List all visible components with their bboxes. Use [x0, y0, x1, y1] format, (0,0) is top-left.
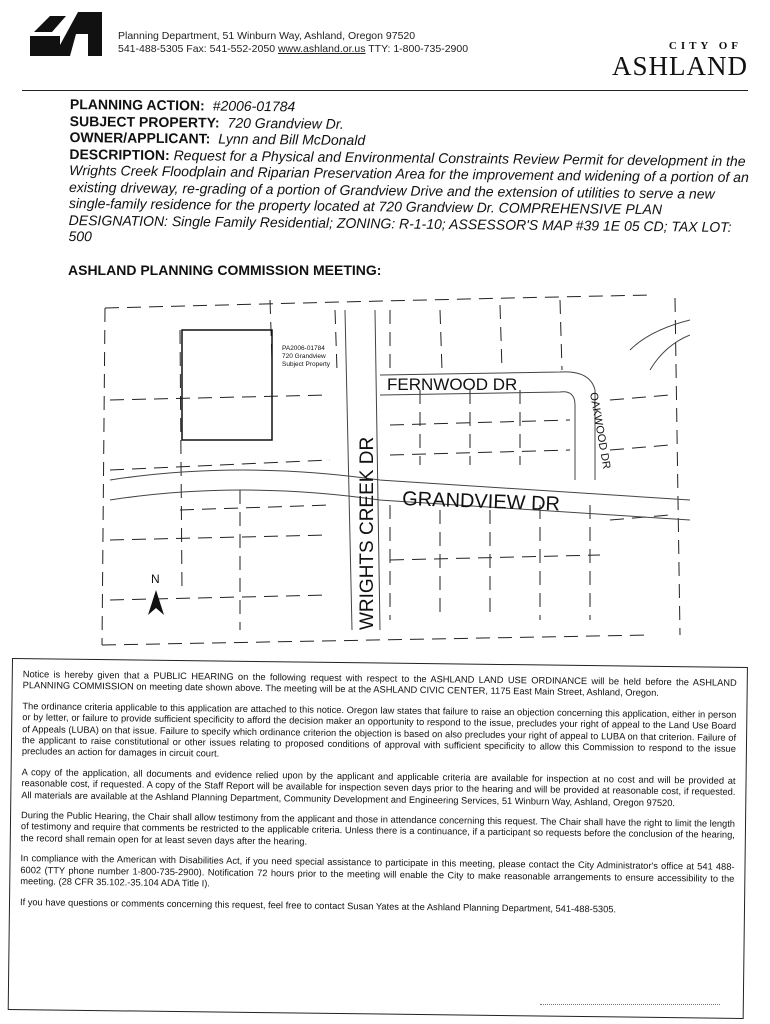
street-label-fernwood: FERNWOOD DR [387, 375, 518, 394]
city-brand [612, 40, 748, 80]
subject-property-value: 720 Grandview Dr. [227, 114, 344, 132]
street-label-oakwood: OAKWOOD DR [587, 391, 613, 470]
parcel-lines [102, 295, 680, 645]
subject-label-line2: 720 Grandview [282, 353, 326, 360]
north-label: N [151, 572, 160, 586]
description-label: DESCRIPTION: [69, 145, 170, 163]
header-divider [22, 90, 748, 91]
ashland-logo-icon [30, 12, 102, 56]
subject-property-parcel [182, 330, 272, 440]
department-phone-line [118, 43, 468, 56]
notice-paragraph-3: A copy of the application, all documents and evidence relied upon by the applicant and applicable criteria are available for inspection at no cost and will be provided at reasonable cost, if requested. A copy of the Staff Report will be available for inspection seven days prior to the hearing and will be provided at reasonable cost, if requested. All materials are available at the Ashland Planning Department, Community Development and Engineering Services, 51 Winburn Way, Ashland, Oregon 97520. [21, 766, 736, 808]
notice-paragraph-5: In compliance with the American with Disabilities Act, if you need special assistance to participate in this meeting, please contact the City Administrator's office at 541 488-6002 (TTY phone number 1-800-735-2900). Notification 72 hours prior to the meeting will enable the City to make reasonable arrangements to ensure accessibility to the meeting. (28 CFR 35.102.-35.104 ADA Title I). [20, 853, 735, 889]
planning-action-label: PLANNING ACTION: [69, 96, 205, 114]
description-text: Request for a Physical and Environmental Constraints Review Permit for development in the Wrights Creek Floodplain and Riparian Preservation Area for the improvement and widening of a portion of an existing driveway, re-grading of a portion of Grandview Drive and the extension of utilities to serve a new single-family residence for the property located at 720 Grandview Dr. COMPREHENSIVE PLAN DESIGNATION: Single Family Residential; ZONING: R-1-10; ASSESSOR'S MAP #39 1E 05 CD; TAX LOT: 500 [68, 146, 749, 245]
subject-label-line1: PA2006-01784 [282, 345, 325, 352]
vicinity-map [90, 290, 690, 655]
planning-action-value: #2006-01784 [212, 97, 296, 115]
owner-value: Lynn and Bill McDonald [218, 130, 366, 149]
city-name: ASHLAND [611, 51, 748, 81]
owner-label: OWNER/APPLICANT: [69, 128, 211, 147]
street-label-grandview: GRANDVIEW DR [401, 488, 561, 516]
department-tty: TTY: 1-800-735-2900 [365, 43, 469, 55]
meeting-heading: ASHLAND PLANNING COMMISSION MEETING: [68, 262, 382, 278]
notice-paragraph-4: During the Public Hearing, the Chair shall allow testimony from the applicant and those in attendance concerning this request. The Chair shall have the right to limit the length of testimony and require that comments be restricted to the applicable criteria. Unless there is a continuance, if a participant so requests before the conclusion of the hearing, the record shall remain open for at least seven days after the hearing. [20, 810, 736, 847]
website-link[interactable]: www.ashland.or.us [277, 43, 366, 55]
department-contact [118, 30, 468, 56]
footer-scan-artifact [540, 1004, 720, 1005]
notice-paragraph-6: If you have questions or comments concerning this request, feel free to contact Susan Yates at the Ashland Planning Department, 541-488-5305. [19, 896, 617, 914]
subject-label-line3: Subject Property [282, 361, 331, 368]
road-edges [110, 310, 690, 630]
description [68, 145, 749, 251]
department-address: Planning Department, 51 Winburn Way, Ashland, Oregon 97520 [118, 30, 416, 42]
notice-paragraph-1: Notice is hereby given that a PUBLIC HEARING on the following request with respect to the ASHLAND LAND USE ORDINANCE will be held before the ASHLAND PLANNING COMMISSION on meeting date shown above. The meeting will be at the ASHLAND CIVIC CENTER, 1175 East Main Street, Ashland, Oregon. [22, 669, 737, 699]
department-phone: 541-488-5305 Fax: 541-552-2050 [118, 43, 278, 55]
subject-property-label: SUBJECT PROPERTY: [69, 112, 220, 131]
notice-paragraph-2: The ordinance criteria applicable to this application are attached to this notice. Oregon law states that failure to raise an objection concerning this application, either in person or by letter, or failure to provide sufficient specificity to afford the decision maker an opportunity to respond to the issue, precludes your right of appeal to the Land Use Board of Appeals (LUBA) on that issue. Failure to specify which ordinance criterion the objection is based on also precludes your right of appeal to LUBA on that criterion. Failure of the applicant to raise constitutional or other issues relating to proposed conditions of approval with sufficient specificity to allow this Commission to respond to the issue precludes an action for damages in circuit court. [21, 700, 737, 759]
north-arrow-icon [148, 572, 164, 615]
city-of-label: CITY OF [668, 40, 742, 52]
street-label-wrights-creek: WRIGHTS CREEK DR [357, 436, 378, 630]
planning-action-info [68, 96, 750, 252]
public-hearing-notice [8, 658, 748, 1019]
